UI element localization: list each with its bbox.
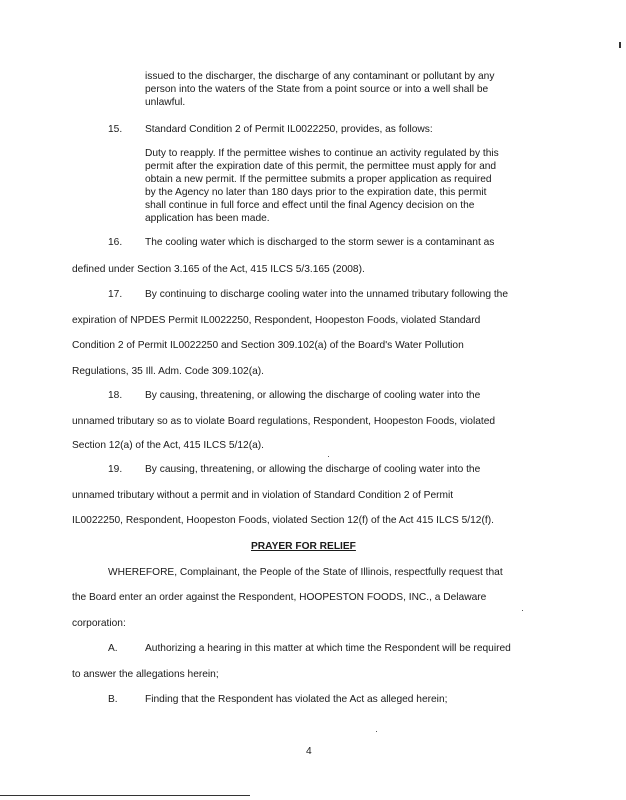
paragraph-number-15: 15.: [108, 124, 123, 135]
paragraph-17-line-1: By continuing to discharge cooling water into the unnamed tributary following the: [145, 289, 509, 300]
paragraph-19-line-1: By causing, threatening, or allowing the discharge of cooling water into the: [145, 464, 481, 475]
paragraph-16-line-2: defined under Section 3.165 of the Act, 415 ILCS 5/3.165 (2008).: [72, 264, 365, 275]
paragraph-19-line-3: IL0022250, Respondent, Hoopeston Foods, violated Section 12(f) of the Act 415 ILCS 5/12(f).: [72, 515, 494, 526]
paragraph-number-16: 16.: [108, 237, 123, 248]
item-b-label: B.: [108, 694, 118, 705]
scan-speck: [328, 456, 329, 457]
paragraph-15-text: Standard Condition 2 of Permit IL0022250, provides, as follows:: [145, 124, 433, 135]
wherefore-line-3: corporation:: [72, 618, 126, 629]
bottom-scan-rule: [0, 795, 250, 796]
paragraph-17-line-4: Regulations, 35 Ill. Adm. Code 309.102(a).: [72, 366, 264, 377]
paragraph-17-line-2: expiration of NPDES Permit IL0022250, Respondent, Hoopeston Foods, violated Standard: [72, 315, 481, 326]
page-number: 4: [306, 746, 312, 757]
wherefore-line-1: WHEREFORE, Complainant, the People of the State of Illinois, respectfully request that: [108, 567, 503, 578]
paragraph-16-line-1: The cooling water which is discharged to the storm sewer is a contaminant as: [145, 237, 495, 248]
paragraph-18-line-3: Section 12(a) of the Act, 415 ILCS 5/12(a).: [72, 440, 264, 451]
item-a-label: A.: [108, 643, 118, 654]
item-a-line-1: Authorizing a hearing in this matter at which time the Respondent will be required: [145, 643, 511, 654]
paragraph-19-line-2: unnamed tributary without a permit and in violation of Standard Condition 2 of Permit: [72, 490, 454, 501]
item-b-line-1: Finding that the Respondent has violated the Act as alleged herein;: [145, 694, 448, 705]
paragraph-17-line-3: Condition 2 of Permit IL0022250 and Section 309.102(a) of the Board's Water Pollution: [72, 340, 464, 351]
prayer-for-relief-heading: PRAYER FOR RELIEF: [251, 541, 356, 552]
paragraph-18-line-1: By causing, threatening, or allowing the discharge of cooling water into the: [145, 390, 481, 401]
paragraph-number-18: 18.: [108, 390, 123, 401]
block-quote-standard-condition-2: Duty to reapply. If the permittee wishes to continue an activity regulated by this permit after the expiration date of this permit, the permittee must apply for and obtain a new permit. If the permittee submits a proper application as required by the Agency no later than 180 days prior to the expiration date, this permit shall continue in full force and effect until the final Agency decision on the application has been made.: [145, 148, 499, 224]
item-a-line-2: to answer the allegations herein;: [72, 669, 219, 680]
wherefore-line-2: the Board enter an order against the Respondent, HOOPESTON FOODS, INC., a Delaware: [72, 592, 487, 603]
paragraph-18-line-2: unnamed tributary so as to violate Board regulations, Respondent, Hoopeston Foods, violated: [72, 416, 496, 427]
scan-speck: [522, 610, 523, 611]
paragraph-number-19: 19.: [108, 464, 123, 475]
scan-speck: [376, 731, 377, 732]
paragraph-number-17: 17.: [108, 289, 123, 300]
scan-edge-mark: [619, 42, 621, 48]
block-quote-continuation: issued to the discharger, the discharge of any contaminant or pollutant by any person into the waters of the State from a point source or into a well shall be unlawful.: [145, 71, 495, 108]
